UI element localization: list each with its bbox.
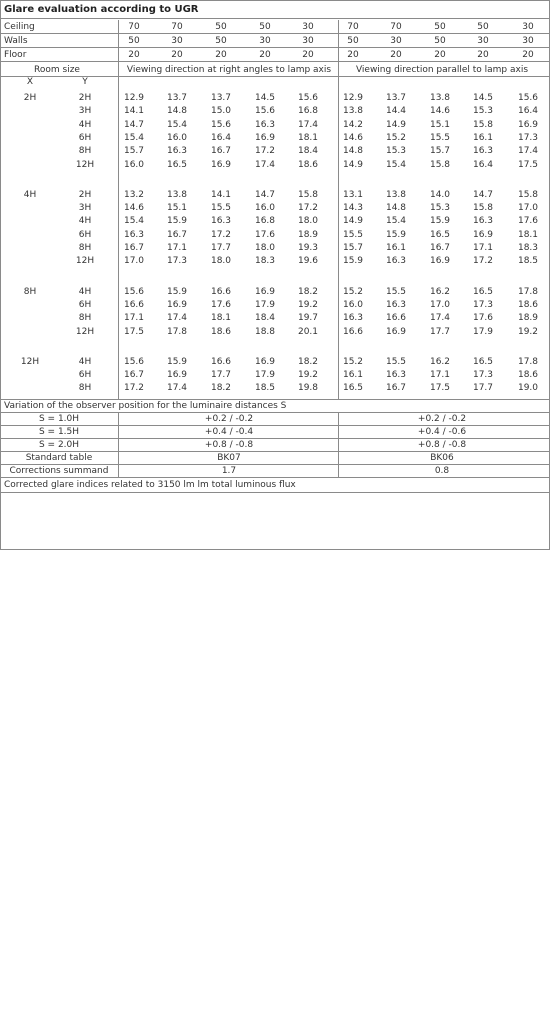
room-y-value: 12H <box>75 326 95 337</box>
ugr-value-right: 15.0 <box>210 106 232 117</box>
ugr-value-parallel: 19.0 <box>517 383 539 394</box>
ugr-value-right: 17.4 <box>297 119 319 130</box>
ugr-value-parallel: 17.7 <box>472 383 494 394</box>
header-value: 20 <box>259 50 271 60</box>
ugr-value-parallel: 14.6 <box>429 106 451 117</box>
ugr-value-parallel: 16.4 <box>472 159 494 170</box>
header-value: 70 <box>128 22 140 32</box>
variation-label: Variation of the observer position for the luminaire distances S <box>4 400 287 411</box>
ugr-value-parallel: 15.3 <box>385 146 407 157</box>
ugr-value-parallel: 16.2 <box>429 286 451 297</box>
ugr-value-parallel: 19.2 <box>517 326 539 337</box>
ugr-value-right: 15.5 <box>210 203 232 214</box>
ugr-value-right: 19.6 <box>297 256 319 267</box>
ugr-value-right: 15.7 <box>123 146 145 157</box>
ugr-value-right: 15.1 <box>166 203 188 214</box>
ugr-value-parallel: 17.6 <box>472 313 494 324</box>
ugr-value-right: 17.0 <box>123 256 145 267</box>
ugr-value-right: 14.5 <box>254 93 276 103</box>
ugr-value-parallel: 15.6 <box>517 93 539 103</box>
ugr-value-parallel: 15.5 <box>429 132 451 143</box>
ugr-value-parallel: 14.5 <box>472 93 494 103</box>
ugr-value-parallel: 15.7 <box>429 146 451 157</box>
ugr-value-parallel: 16.7 <box>385 383 407 394</box>
header-value: 20 <box>477 50 489 60</box>
ugr-value-parallel: 16.3 <box>342 313 364 324</box>
ugr-value-parallel: 17.5 <box>429 383 451 394</box>
ugr-value-parallel: 14.8 <box>385 203 407 214</box>
direction-parallel-header: Viewing direction parallel to lamp axis <box>355 65 529 75</box>
ugr-value-right: 15.6 <box>254 106 276 117</box>
ugr-value-parallel: 17.5 <box>517 159 539 170</box>
ugr-value-right: 17.1 <box>123 313 145 324</box>
ugr-value-parallel: 17.6 <box>517 216 539 227</box>
ugr-value-parallel: 16.9 <box>472 229 494 240</box>
ugr-value-parallel: 17.1 <box>429 370 451 381</box>
header-value: 50 <box>434 36 446 46</box>
ugr-value-parallel: 16.1 <box>342 370 364 381</box>
ugr-value-parallel: 16.5 <box>472 356 494 367</box>
ugr-value-parallel: 16.3 <box>472 146 494 157</box>
header-value: 30 <box>477 36 489 46</box>
room-y-value: 2H <box>78 189 92 200</box>
ugr-value-parallel: 16.3 <box>472 216 494 227</box>
room-y-value: 2H <box>78 93 92 103</box>
header-value: 20 <box>390 50 402 60</box>
ugr-value-parallel: 17.8 <box>517 356 539 367</box>
ugr-value-right: 15.9 <box>166 286 188 297</box>
ugr-value-right: 19.3 <box>297 243 319 253</box>
ugr-value-parallel: 16.6 <box>342 326 364 337</box>
ugr-value-right: 15.4 <box>166 119 188 130</box>
room-y-value: 3H <box>78 106 92 117</box>
ugr-value-right: 15.4 <box>123 216 145 227</box>
room-y-value: 12H <box>75 159 95 170</box>
header-value: 20 <box>302 50 314 60</box>
ugr-value-right: 19.2 <box>297 370 319 381</box>
ugr-value-parallel: 16.6 <box>385 313 407 324</box>
ugr-value-right: 18.8 <box>254 326 276 337</box>
divider <box>1 492 549 493</box>
ugr-value-right: 16.8 <box>297 106 319 117</box>
header-value: 30 <box>522 22 534 32</box>
header-value: 30 <box>302 22 314 32</box>
ugr-value-right: 16.3 <box>210 216 232 227</box>
direction-right-header: Viewing direction at right angles to lamp axis <box>126 65 332 75</box>
ugr-value-parallel: 15.5 <box>342 229 364 240</box>
corrections-right: 1.7 <box>221 465 237 476</box>
divider <box>338 412 339 478</box>
ugr-value-parallel: 15.5 <box>385 356 407 367</box>
ugr-value-right: 17.9 <box>254 370 276 381</box>
ugr-value-parallel: 17.2 <box>472 256 494 267</box>
ugr-value-right: 14.1 <box>210 189 232 200</box>
header-row-label: Floor <box>4 50 27 60</box>
ugr-value-right: 18.1 <box>297 132 319 143</box>
ugr-value-right: 13.8 <box>166 189 188 200</box>
ugr-value-parallel: 14.3 <box>342 203 364 214</box>
ugr-value-right: 15.8 <box>297 189 319 200</box>
header-value: 20 <box>128 50 140 60</box>
standard-table-right: BK07 <box>217 452 241 463</box>
ugr-value-parallel: 17.4 <box>517 146 539 157</box>
header-value: 20 <box>522 50 534 60</box>
ugr-value-right: 17.4 <box>254 159 276 170</box>
ugr-value-right: 17.4 <box>166 383 188 394</box>
room-x-value: 4H <box>23 189 37 200</box>
ugr-value-parallel: 16.3 <box>385 370 407 381</box>
ugr-value-right: 15.6 <box>210 119 232 130</box>
ugr-value-right: 12.9 <box>123 93 145 103</box>
ugr-value-right: 16.5 <box>166 159 188 170</box>
ugr-value-right: 17.2 <box>254 146 276 157</box>
ugr-value-right: 16.7 <box>166 229 188 240</box>
ugr-value-parallel: 16.7 <box>429 243 451 253</box>
room-x-value: 2H <box>23 93 37 103</box>
ugr-value-right: 14.8 <box>166 106 188 117</box>
ugr-value-parallel: 15.2 <box>385 132 407 143</box>
ugr-value-parallel: 14.0 <box>429 189 451 200</box>
ugr-value-right: 16.4 <box>210 132 232 143</box>
header-value: 50 <box>215 36 227 46</box>
divider <box>118 412 119 478</box>
ugr-value-parallel: 17.0 <box>429 299 451 310</box>
ugr-value-right: 17.7 <box>210 243 232 253</box>
ugr-value-parallel: 13.1 <box>342 189 364 200</box>
ugr-value-right: 16.6 <box>123 299 145 310</box>
ugr-value-right: 16.9 <box>210 159 232 170</box>
ugr-value-right: 16.0 <box>254 203 276 214</box>
ugr-value-right: 17.8 <box>166 326 188 337</box>
ugr-value-parallel: 15.2 <box>342 286 364 297</box>
header-value: 30 <box>171 36 183 46</box>
ugr-value-parallel: 15.3 <box>472 106 494 117</box>
ugr-value-parallel: 18.9 <box>517 313 539 324</box>
room-y-value: 4H <box>78 356 92 367</box>
ugr-value-parallel: 16.4 <box>517 106 539 117</box>
ugr-value-right: 17.9 <box>254 299 276 310</box>
ugr-value-right: 16.9 <box>254 356 276 367</box>
ugr-value-right: 18.2 <box>210 383 232 394</box>
ugr-value-parallel: 16.5 <box>429 229 451 240</box>
ugr-value-parallel: 15.4 <box>385 216 407 227</box>
ugr-value-right: 18.2 <box>297 356 319 367</box>
observer-distance: S = 2.0H <box>38 439 80 450</box>
ugr-value-right: 16.3 <box>166 146 188 157</box>
header-value: 70 <box>347 22 359 32</box>
header-row-label: Ceiling <box>4 22 35 32</box>
room-y-value: 6H <box>78 132 92 143</box>
variation-parallel: +0.8 / -0.8 <box>417 439 467 450</box>
ugr-value-parallel: 14.9 <box>342 216 364 227</box>
ugr-value-right: 13.7 <box>210 93 232 103</box>
ugr-value-right: 17.7 <box>210 370 232 381</box>
ugr-value-parallel: 15.3 <box>429 203 451 214</box>
room-y-value: 8H <box>78 146 92 157</box>
ugr-value-right: 17.2 <box>297 203 319 214</box>
ugr-value-parallel: 18.1 <box>517 229 539 240</box>
ugr-value-parallel: 16.9 <box>517 119 539 130</box>
room-x-value: 8H <box>23 286 37 297</box>
ugr-value-right: 18.0 <box>210 256 232 267</box>
ugr-value-right: 16.7 <box>210 146 232 157</box>
header-value: 50 <box>477 22 489 32</box>
ugr-value-right: 15.6 <box>123 356 145 367</box>
ugr-value-parallel: 14.9 <box>385 119 407 130</box>
room-y-value: 6H <box>78 229 92 240</box>
ugr-value-parallel: 15.8 <box>429 159 451 170</box>
ugr-value-right: 17.5 <box>123 326 145 337</box>
divider <box>1 47 549 48</box>
ugr-value-parallel: 16.1 <box>385 243 407 253</box>
ugr-value-parallel: 16.2 <box>429 356 451 367</box>
ugr-value-parallel: 15.4 <box>385 159 407 170</box>
ugr-value-parallel: 14.6 <box>342 132 364 143</box>
header-value: 20 <box>434 50 446 60</box>
room-y-value: 4H <box>78 216 92 227</box>
divider <box>1 61 549 62</box>
header-value: 30 <box>259 36 271 46</box>
header-value: 20 <box>171 50 183 60</box>
footer-note: Corrected glare indices related to 3150 lm lm total luminous flux <box>4 479 296 490</box>
ugr-value-parallel: 17.3 <box>472 299 494 310</box>
ugr-value-parallel: 13.8 <box>342 106 364 117</box>
header-value: 30 <box>302 36 314 46</box>
observer-distance: S = 1.0H <box>38 413 80 424</box>
header-row-label: Walls <box>4 36 28 46</box>
observer-distance: S = 1.5H <box>38 426 80 437</box>
ugr-value-right: 17.6 <box>254 229 276 240</box>
header-value: 50 <box>259 22 271 32</box>
ugr-value-parallel: 13.8 <box>385 189 407 200</box>
ugr-value-parallel: 15.2 <box>342 356 364 367</box>
ugr-value-right: 16.3 <box>254 119 276 130</box>
ugr-value-right: 17.4 <box>166 313 188 324</box>
divider <box>1 76 549 77</box>
ugr-value-right: 16.3 <box>123 229 145 240</box>
ugr-value-parallel: 15.5 <box>385 286 407 297</box>
header-value: 70 <box>171 22 183 32</box>
variation-parallel: +0.4 / -0.6 <box>417 426 467 437</box>
ugr-value-parallel: 12.9 <box>342 93 364 103</box>
variation-right: +0.2 / -0.2 <box>204 413 254 424</box>
header-value: 50 <box>215 22 227 32</box>
ugr-value-parallel: 16.9 <box>385 326 407 337</box>
ugr-value-right: 15.6 <box>123 286 145 297</box>
ugr-value-parallel: 14.4 <box>385 106 407 117</box>
ugr-value-right: 16.8 <box>254 216 276 227</box>
ugr-value-parallel: 18.3 <box>517 243 539 253</box>
ugr-value-right: 19.2 <box>297 299 319 310</box>
header-value: 50 <box>347 36 359 46</box>
room-y-value: 6H <box>78 299 92 310</box>
ugr-value-right: 17.2 <box>123 383 145 394</box>
ugr-value-parallel: 14.8 <box>342 146 364 157</box>
room-y-value: 3H <box>78 203 92 214</box>
ugr-value-parallel: 17.1 <box>472 243 494 253</box>
ugr-value-parallel: 17.8 <box>517 286 539 297</box>
ugr-value-parallel: 15.9 <box>385 229 407 240</box>
ugr-value-right: 17.1 <box>166 243 188 253</box>
standard-table-parallel: BK06 <box>430 452 454 463</box>
room-y-value: 8H <box>78 383 92 394</box>
ugr-value-parallel: 15.8 <box>472 119 494 130</box>
ugr-value-parallel: 16.9 <box>429 256 451 267</box>
ugr-value-right: 18.4 <box>297 146 319 157</box>
ugr-value-parallel: 17.7 <box>429 326 451 337</box>
ugr-value-parallel: 16.5 <box>472 286 494 297</box>
ugr-value-right: 17.3 <box>166 256 188 267</box>
ugr-value-right: 19.8 <box>297 383 319 394</box>
ugr-value-right: 16.9 <box>166 299 188 310</box>
ugr-value-right: 13.7 <box>166 93 188 103</box>
room-y-value: 6H <box>78 370 92 381</box>
ugr-value-parallel: 15.9 <box>342 256 364 267</box>
ugr-value-parallel: 15.8 <box>472 203 494 214</box>
room-y-value: 4H <box>78 286 92 297</box>
ugr-value-parallel: 18.6 <box>517 299 539 310</box>
ugr-value-right: 16.6 <box>210 286 232 297</box>
variation-right: +0.8 / -0.8 <box>204 439 254 450</box>
ugr-value-right: 16.9 <box>254 132 276 143</box>
ugr-value-right: 18.6 <box>210 326 232 337</box>
ugr-value-parallel: 13.7 <box>385 93 407 103</box>
ugr-value-right: 13.2 <box>123 189 145 200</box>
variation-parallel: +0.2 / -0.2 <box>417 413 467 424</box>
ugr-value-right: 18.4 <box>254 313 276 324</box>
ugr-value-right: 16.9 <box>166 370 188 381</box>
ugr-value-parallel: 16.0 <box>342 299 364 310</box>
ugr-value-right: 18.6 <box>297 159 319 170</box>
header-value: 30 <box>390 36 402 46</box>
ugr-value-parallel: 16.1 <box>472 132 494 143</box>
ugr-value-parallel: 16.5 <box>342 383 364 394</box>
room-y-value: 4H <box>78 119 92 130</box>
ugr-value-right: 14.1 <box>123 106 145 117</box>
ugr-value-parallel: 14.7 <box>472 189 494 200</box>
ugr-value-right: 19.7 <box>297 313 319 324</box>
ugr-value-parallel: 17.9 <box>472 326 494 337</box>
variation-right: +0.4 / -0.4 <box>204 426 254 437</box>
standard-table-label: Standard table <box>25 452 93 463</box>
ugr-value-parallel: 15.7 <box>342 243 364 253</box>
ugr-value-right: 20.1 <box>297 326 319 337</box>
ugr-value-right: 18.9 <box>297 229 319 240</box>
ugr-value-right: 18.1 <box>210 313 232 324</box>
room-y-value: 8H <box>78 243 92 253</box>
ugr-value-right: 15.9 <box>166 216 188 227</box>
ugr-value-right: 17.6 <box>210 299 232 310</box>
header-value: 50 <box>434 22 446 32</box>
ugr-value-parallel: 15.1 <box>429 119 451 130</box>
ugr-value-right: 15.6 <box>297 93 319 103</box>
header-value: 50 <box>128 36 140 46</box>
ugr-value-parallel: 16.3 <box>385 256 407 267</box>
page-title: Glare evaluation according to UGR <box>1 1 549 19</box>
ugr-value-right: 18.0 <box>297 216 319 227</box>
divider <box>1 33 549 34</box>
ugr-value-right: 16.7 <box>123 243 145 253</box>
ugr-value-right: 18.5 <box>254 383 276 394</box>
corrections-parallel: 0.8 <box>434 465 450 476</box>
ugr-value-parallel: 14.2 <box>342 119 364 130</box>
room-y-value: 12H <box>75 256 95 267</box>
x-axis-label: X <box>26 77 34 87</box>
room-size-label: Room size <box>34 65 80 75</box>
ugr-value-parallel: 18.6 <box>517 370 539 381</box>
ugr-value-parallel: 17.0 <box>517 203 539 214</box>
ugr-value-right: 14.7 <box>123 119 145 130</box>
header-value: 20 <box>347 50 359 60</box>
ugr-value-parallel: 18.5 <box>517 256 539 267</box>
header-value: 20 <box>215 50 227 60</box>
divider <box>118 62 119 399</box>
room-y-value: 8H <box>78 313 92 324</box>
ugr-value-right: 15.9 <box>166 356 188 367</box>
ugr-value-right: 16.0 <box>166 132 188 143</box>
ugr-value-right: 17.2 <box>210 229 232 240</box>
ugr-value-parallel: 15.8 <box>517 189 539 200</box>
ugr-value-right: 16.7 <box>123 370 145 381</box>
ugr-value-right: 16.0 <box>123 159 145 170</box>
ugr-value-right: 18.3 <box>254 256 276 267</box>
ugr-value-right: 15.4 <box>123 132 145 143</box>
ugr-value-parallel: 17.4 <box>429 313 451 324</box>
ugr-value-right: 14.7 <box>254 189 276 200</box>
ugr-value-right: 14.6 <box>123 203 145 214</box>
header-value: 70 <box>390 22 402 32</box>
ugr-value-parallel: 17.3 <box>472 370 494 381</box>
ugr-value-right: 18.0 <box>254 243 276 253</box>
ugr-value-parallel: 13.8 <box>429 93 451 103</box>
ugr-value-right: 16.9 <box>254 286 276 297</box>
header-value: 30 <box>522 36 534 46</box>
divider <box>1 477 549 478</box>
ugr-value-parallel: 15.9 <box>429 216 451 227</box>
ugr-value-right: 18.2 <box>297 286 319 297</box>
ugr-value-parallel: 14.9 <box>342 159 364 170</box>
y-axis-label: Y <box>82 77 88 87</box>
ugr-value-parallel: 16.3 <box>385 299 407 310</box>
corrections-label: Corrections summand <box>9 465 109 476</box>
ugr-value-parallel: 17.3 <box>517 132 539 143</box>
room-x-value: 12H <box>20 356 40 367</box>
ugr-value-right: 16.6 <box>210 356 232 367</box>
